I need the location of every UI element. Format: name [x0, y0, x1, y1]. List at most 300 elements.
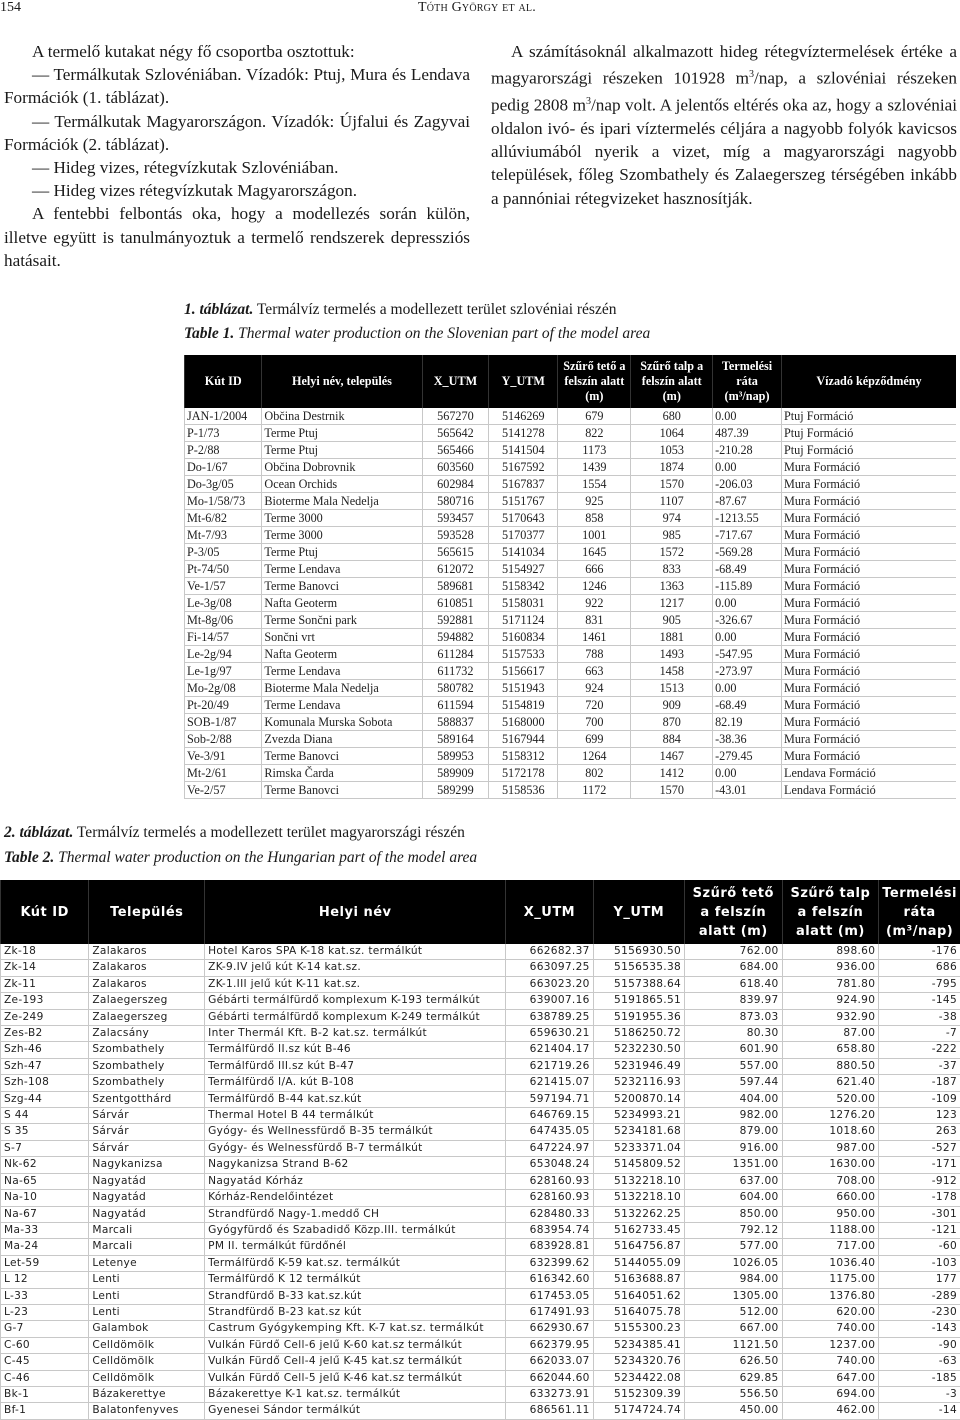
table-cell: Sončni vrt [262, 629, 422, 646]
table-cell: 870 [631, 714, 713, 731]
table-cell: 5158342 [489, 578, 558, 595]
caption-label: 2. táblázat. [4, 824, 73, 841]
table-cell: Mura Formáció [782, 510, 957, 527]
table-cell: 557.00 [685, 1058, 782, 1074]
column-header: Termelési ráta (m³/nap) [713, 355, 782, 408]
table-cell: JAN-1/2004 [185, 408, 262, 425]
column-header: Kút ID [1, 880, 89, 944]
table-cell: 1001 [558, 527, 631, 544]
table-cell: Gébárti termálfürdő komplexum K-249 termálkút [205, 1009, 506, 1025]
table-cell: -38.36 [713, 731, 782, 748]
table-cell: -301 [879, 1206, 960, 1222]
table-cell: 740.00 [782, 1354, 879, 1370]
intro-line: A termelő kutakat négy fő csoportba osztottuk: [4, 40, 470, 63]
table-row [185, 646, 957, 663]
table-cell: 588837 [422, 714, 489, 731]
table-cell: Zes-B2 [1, 1026, 89, 1042]
table-cell: 1276.20 [782, 1108, 879, 1124]
table-cell: 1237.00 [782, 1337, 879, 1353]
table-cell: 0.00 [713, 765, 782, 782]
table-cell: 597194.71 [506, 1091, 593, 1107]
table-cell: 628160.93 [506, 1190, 593, 1206]
caption-text: Thermal water production on the Slovenian part of the model area [234, 325, 650, 342]
table-cell: Mura Formáció [782, 697, 957, 714]
table-cell: 177 [879, 1272, 960, 1288]
table-cell: 5157388.64 [593, 976, 684, 992]
table-cell: Le-1g/97 [185, 663, 262, 680]
table-cell: 5170377 [489, 527, 558, 544]
table-cell: 5141034 [489, 544, 558, 561]
table-row [1, 1272, 960, 1288]
table-row [1, 1206, 960, 1222]
table-cell: 589164 [422, 731, 489, 748]
table-cell: 5174724.74 [593, 1403, 684, 1419]
column-header: Szűrő talp a felszín alatt (m) [631, 355, 713, 408]
table-cell: 603560 [422, 459, 489, 476]
table-cell: 5163688.87 [593, 1272, 684, 1288]
table-cell: -795 [879, 976, 960, 992]
table-header-row [185, 355, 957, 408]
table-cell: Bázakerettye K-1 kat.sz. termálkút [205, 1386, 506, 1402]
table-row [1, 1075, 960, 1091]
table-cell: -187 [879, 1075, 960, 1091]
column-header: X_UTM [506, 880, 593, 944]
table-cell: Do-3g/05 [185, 476, 262, 493]
right-column-text [491, 40, 957, 210]
table-cell: 879.00 [685, 1124, 782, 1140]
table-cell: Strandfürdő B-23 kat.sz kút [205, 1304, 506, 1320]
table-cell: 5158536 [489, 782, 558, 799]
table-cell: 1064 [631, 425, 713, 442]
table-cell: PM II. termálkút fürdőnél [205, 1239, 506, 1255]
table-cell: 694.00 [782, 1386, 879, 1402]
column-header: Helyi név, település [262, 355, 422, 408]
table-cell: -279.45 [713, 748, 782, 765]
table-cell: Balatonfenyves [89, 1403, 205, 1419]
table-cell: 909 [631, 697, 713, 714]
table-cell: Mura Formáció [782, 544, 957, 561]
table-cell: Szentgotthárd [89, 1091, 205, 1107]
table-cell: Mura Formáció [782, 459, 957, 476]
table-cell: -121 [879, 1222, 960, 1238]
table-cell: 788 [558, 646, 631, 663]
table-row [185, 697, 957, 714]
table-cell: S 44 [1, 1108, 89, 1124]
table-cell: Nagyatád [89, 1206, 205, 1222]
table-cell: 684.00 [685, 960, 782, 976]
table-cell: Vulkán Fürdő Cell-6 jelű K-60 kat.sz termálkút [205, 1337, 506, 1353]
table-cell: Szg-44 [1, 1091, 89, 1107]
table-cell: Mura Formáció [782, 680, 957, 697]
table-cell: Strandfürdő Nagy-1.meddő CH [205, 1206, 506, 1222]
table-cell: 1107 [631, 493, 713, 510]
table-row [1, 976, 960, 992]
table-cell: 592881 [422, 612, 489, 629]
table-cell: Mo-2g/08 [185, 680, 262, 697]
table-cell: 0.00 [713, 459, 782, 476]
table-cell: Sárvár [89, 1140, 205, 1156]
table-row [185, 663, 957, 680]
table-cell: 0.00 [713, 408, 782, 425]
table-row [185, 476, 957, 493]
table-cell: 589953 [422, 748, 489, 765]
table-cell: 5157533 [489, 646, 558, 663]
table-cell: 1412 [631, 765, 713, 782]
table-cell: P-2/88 [185, 442, 262, 459]
table-cell: 589909 [422, 765, 489, 782]
table-cell: 5168000 [489, 714, 558, 731]
table-row [1, 1009, 960, 1025]
table-cell: 680 [631, 408, 713, 425]
table-cell: Marcali [89, 1239, 205, 1255]
column-header: Termelési ráta (m³/nap) [879, 880, 960, 944]
table-cell: 5186250.72 [593, 1026, 684, 1042]
table-cell: Ma-33 [1, 1222, 89, 1238]
table-cell: 593528 [422, 527, 489, 544]
table-cell: 1305.00 [685, 1288, 782, 1304]
table-cell: 858 [558, 510, 631, 527]
superscript: 3 [586, 96, 591, 107]
table-cell: 1874 [631, 459, 713, 476]
table-cell: Terme 3000 [262, 510, 422, 527]
table-cell: Zk-18 [1, 944, 89, 960]
table-cell: 647224.97 [506, 1140, 593, 1156]
table-row [1, 1321, 960, 1337]
table-cell: 984.00 [685, 1272, 782, 1288]
table-row [1, 1108, 960, 1124]
table-cell: 617453.05 [506, 1288, 593, 1304]
table-cell: Terme Ptuj [262, 442, 422, 459]
table-row [1, 1370, 960, 1386]
table-cell: P-3/05 [185, 544, 262, 561]
table-cell: Terme Lendava [262, 697, 422, 714]
table-cell: Lenti [89, 1272, 205, 1288]
table-cell: 5146269 [489, 408, 558, 425]
table-cell: Lendava Formáció [782, 765, 957, 782]
table-cell: 620.00 [782, 1304, 879, 1320]
table-cell: 663023.20 [506, 976, 593, 992]
table-cell: Nagykanizsa [89, 1157, 205, 1173]
table-cell: 123 [879, 1108, 960, 1124]
table-cell: Sárvár [89, 1124, 205, 1140]
table-cell: 450.00 [685, 1403, 782, 1419]
table-cell: 699 [558, 731, 631, 748]
table-cell: 5141504 [489, 442, 558, 459]
table-cell: Mura Formáció [782, 595, 957, 612]
table-cell: Občina Dobrovnik [262, 459, 422, 476]
table-cell: 621415.07 [506, 1075, 593, 1091]
table-cell: SOB-1/87 [185, 714, 262, 731]
column-header: Y_UTM [593, 880, 684, 944]
table-cell: 5164075.78 [593, 1304, 684, 1320]
table-row [185, 408, 957, 425]
table2-caption-hu [4, 824, 465, 842]
table-cell: Ocean Orchids [262, 476, 422, 493]
table-cell: L-23 [1, 1304, 89, 1320]
table-cell: Le-2g/94 [185, 646, 262, 663]
table-row [185, 765, 957, 782]
table-row [185, 527, 957, 544]
table-cell: 936.00 [782, 960, 879, 976]
caption-text: Termálvíz termelés a modellezett terület szlovéniai részén [253, 301, 616, 318]
caption-label: Table 1. [184, 325, 234, 342]
list-item: — Hideg vizes rétegvízkutak Magyarországon. [4, 179, 470, 202]
table-cell: Celldömölk [89, 1337, 205, 1353]
table-cell: 1439 [558, 459, 631, 476]
table-cell: 1217 [631, 595, 713, 612]
table-cell: 628480.33 [506, 1206, 593, 1222]
table-cell: Mo-1/58/73 [185, 493, 262, 510]
table-cell: 5156617 [489, 663, 558, 680]
table-cell: Hotel Karos SPA K-18 kat.sz. termálkút [205, 944, 506, 960]
table-cell: -717.67 [713, 527, 782, 544]
table-cell: 1246 [558, 578, 631, 595]
table-cell: 1461 [558, 629, 631, 646]
table-cell: 404.00 [685, 1091, 782, 1107]
column-header: Szűrő talp a felszín alatt (m) [782, 880, 879, 944]
left-column-text [4, 40, 470, 272]
table-cell: 0.00 [713, 629, 782, 646]
table-cell: 5151767 [489, 493, 558, 510]
table-cell: Bk-1 [1, 1386, 89, 1402]
table-cell: Mura Formáció [782, 578, 957, 595]
table-cell: 884 [631, 731, 713, 748]
table-cell: 5155300.23 [593, 1321, 684, 1337]
table-cell: 5167944 [489, 731, 558, 748]
table-cell: Ptuj Formáció [782, 408, 957, 425]
table-cell: Szombathely [89, 1075, 205, 1091]
table-row [1, 1304, 960, 1320]
table-cell: Mt-2/61 [185, 765, 262, 782]
table-cell: Sárvár [89, 1108, 205, 1124]
table-cell: 683928.81 [506, 1239, 593, 1255]
table-cell: Mt-7/93 [185, 527, 262, 544]
table-cell: 781.80 [782, 976, 879, 992]
table-cell: 950.00 [782, 1206, 879, 1222]
table-cell: Mura Formáció [782, 748, 957, 765]
table-cell: 632399.62 [506, 1255, 593, 1271]
table-cell: 5191865.51 [593, 993, 684, 1009]
table-cell: 633273.91 [506, 1386, 593, 1402]
table-cell: Bf-1 [1, 1403, 89, 1419]
table-cell: Nagyatád [89, 1173, 205, 1189]
table-cell: 80.30 [685, 1026, 782, 1042]
table-cell: 1351.00 [685, 1157, 782, 1173]
table-cell: 5145809.52 [593, 1157, 684, 1173]
table-cell: 1175.00 [782, 1272, 879, 1288]
table-cell: Galambok [89, 1321, 205, 1337]
table-cell: Le-3g/08 [185, 595, 262, 612]
table-cell: Inter Thermál Kft. B-2 kat.sz. termálkút [205, 1026, 506, 1042]
table-cell: Kórház-Rendelőintézet [205, 1190, 506, 1206]
table-cell: -1213.55 [713, 510, 782, 527]
table-cell: 659630.21 [506, 1026, 593, 1042]
table-cell: Terme Banovci [262, 578, 422, 595]
table-cell: -63 [879, 1354, 960, 1370]
table-cell: -90 [879, 1337, 960, 1353]
table-cell: Terme Banovci [262, 782, 422, 799]
table-cell: 1493 [631, 646, 713, 663]
table-cell: -185 [879, 1370, 960, 1386]
paragraph: A fentebbi felbontás oka, hogy a modellezés során külön, illetve együtt is tanulmányoztuk a termelő rendszerek depressziós hatásait. [4, 202, 470, 272]
table-cell: 974 [631, 510, 713, 527]
table-cell: Ptuj Formáció [782, 425, 957, 442]
table-cell: 5132218.10 [593, 1173, 684, 1189]
running-author: Tóth György et al. [418, 0, 536, 16]
table-cell: 1467 [631, 748, 713, 765]
table-cell: Mura Formáció [782, 646, 957, 663]
table-cell: Szh-46 [1, 1042, 89, 1058]
table-cell: 1172 [558, 782, 631, 799]
table-cell: C-46 [1, 1370, 89, 1386]
table-cell: -143 [879, 1321, 960, 1337]
table-row [1, 1026, 960, 1042]
table-cell: Gyógy- és Wellnessfürdő B-35 termálkút [205, 1124, 506, 1140]
table-cell: 663097.25 [506, 960, 593, 976]
table-cell: Zk-14 [1, 960, 89, 976]
table-cell: Mura Formáció [782, 629, 957, 646]
table-cell: 1645 [558, 544, 631, 561]
table-cell: 601.90 [685, 1042, 782, 1058]
table-cell: 5132262.25 [593, 1206, 684, 1222]
table1-slovenian-wells [184, 355, 956, 799]
table-cell: Mura Formáció [782, 561, 957, 578]
table-cell: 5200870.14 [593, 1091, 684, 1107]
table-cell: 1036.40 [782, 1255, 879, 1271]
table-cell: 597.44 [685, 1075, 782, 1091]
table-cell: Fi-14/57 [185, 629, 262, 646]
table-cell: 1363 [631, 578, 713, 595]
table-cell: Mura Formáció [782, 493, 957, 510]
caption-text: Termálvíz termelés a modellezett terület magyarországi részén [73, 824, 465, 841]
table-cell: 5234320.76 [593, 1354, 684, 1370]
table-cell: 594882 [422, 629, 489, 646]
table-cell: Mura Formáció [782, 476, 957, 493]
table-cell: 740.00 [782, 1321, 879, 1337]
table-cell: 628160.93 [506, 1173, 593, 1189]
table-row [1, 1255, 960, 1271]
table-cell: Mura Formáció [782, 714, 957, 731]
table-cell: Terme 3000 [262, 527, 422, 544]
table-cell: ZK-1.III jelű kút K-11 kat.sz. [205, 976, 506, 992]
table-cell: Zalacsány [89, 1026, 205, 1042]
table-cell: 653048.24 [506, 1157, 593, 1173]
table-cell: 987.00 [782, 1140, 879, 1156]
table-cell: 567270 [422, 408, 489, 425]
table-cell: 833 [631, 561, 713, 578]
table-cell: Do-1/67 [185, 459, 262, 476]
table1-caption-hu [184, 301, 616, 319]
table-cell: 660.00 [782, 1190, 879, 1206]
running-header [0, 0, 960, 18]
page-number: 154 [0, 0, 21, 16]
table-cell: ZK-9.IV jelű kút K-14 kat.sz. [205, 960, 506, 976]
table-cell: 717.00 [782, 1239, 879, 1255]
table-cell: 589299 [422, 782, 489, 799]
table-cell: Na-10 [1, 1190, 89, 1206]
table-cell: 5158312 [489, 748, 558, 765]
table-cell: Zalakaros [89, 976, 205, 992]
table-cell: -145 [879, 993, 960, 1009]
table-cell: 700 [558, 714, 631, 731]
table-row [185, 442, 957, 459]
table-cell: 5167592 [489, 459, 558, 476]
table-cell: Celldömölk [89, 1354, 205, 1370]
table-header-row [1, 880, 960, 944]
column-header: Vízadó képződmény [782, 355, 957, 408]
table-cell: Ze-249 [1, 1009, 89, 1025]
table-cell: 924.90 [782, 993, 879, 1009]
table-cell: 802 [558, 765, 631, 782]
table-cell: 5154927 [489, 561, 558, 578]
table-cell: Let-59 [1, 1255, 89, 1271]
table-row [185, 612, 957, 629]
column-header: Település [89, 880, 205, 944]
table-cell: Zvezda Diana [262, 731, 422, 748]
table-cell: 5132218.10 [593, 1190, 684, 1206]
table-cell: 683954.74 [506, 1222, 593, 1238]
table-cell: Gyógy- és Welnessfürdő B-7 termálkút [205, 1140, 506, 1156]
table-cell: Na-65 [1, 1173, 89, 1189]
table-cell: 82.19 [713, 714, 782, 731]
table-row [185, 731, 957, 748]
table-cell: 1572 [631, 544, 713, 561]
table-cell: 5172178 [489, 765, 558, 782]
table-cell: 616342.60 [506, 1272, 593, 1288]
table-cell: 611594 [422, 697, 489, 714]
list-item: — Termálkutak Szlovéniában. Vízadók: Ptuj, Mura és Lendava Formációk (1. táblázat). [4, 63, 470, 109]
caption-label: 1. táblázat. [184, 301, 253, 318]
table-cell: 1570 [631, 476, 713, 493]
table-cell: -326.67 [713, 612, 782, 629]
table-row [185, 425, 957, 442]
table-cell: L 12 [1, 1272, 89, 1288]
table1-caption-en [184, 325, 650, 343]
table-row [1, 1173, 960, 1189]
table-row [1, 1124, 960, 1140]
table-row [1, 1386, 960, 1402]
table-cell: Gyógyfürdő és Szabadidő Közp.III. termálkút [205, 1222, 506, 1238]
table-cell: Letenye [89, 1255, 205, 1271]
table-cell: Terme Lendava [262, 663, 422, 680]
table-cell: C-60 [1, 1337, 89, 1353]
table-cell: Szombathely [89, 1042, 205, 1058]
table-cell: 5167837 [489, 476, 558, 493]
table-cell: 639007.16 [506, 993, 593, 1009]
table-cell: Zk-11 [1, 976, 89, 992]
table-cell: Komunala Murska Sobota [262, 714, 422, 731]
table-cell: -289 [879, 1288, 960, 1304]
table-cell: 604.00 [685, 1190, 782, 1206]
table-cell: Nafta Geoterm [262, 646, 422, 663]
table-cell: Mt-8g/06 [185, 612, 262, 629]
table-row [185, 493, 957, 510]
table-cell: 1026.05 [685, 1255, 782, 1271]
table-cell: 662379.95 [506, 1337, 593, 1353]
table-cell: 1376.80 [782, 1288, 879, 1304]
table-cell: -178 [879, 1190, 960, 1206]
table-cell: 1881 [631, 629, 713, 646]
table-row [185, 561, 957, 578]
table-cell: 850.00 [685, 1206, 782, 1222]
table-row [1, 960, 960, 976]
table-cell: 5170643 [489, 510, 558, 527]
table-row [1, 1058, 960, 1074]
table-cell: 932.90 [782, 1009, 879, 1025]
table2-hungarian-wells [0, 880, 960, 1420]
table-cell: Castrum Gyógykemping Kft. K-7 kat.sz. termálkút [205, 1321, 506, 1337]
table-cell: 1121.50 [685, 1337, 782, 1353]
